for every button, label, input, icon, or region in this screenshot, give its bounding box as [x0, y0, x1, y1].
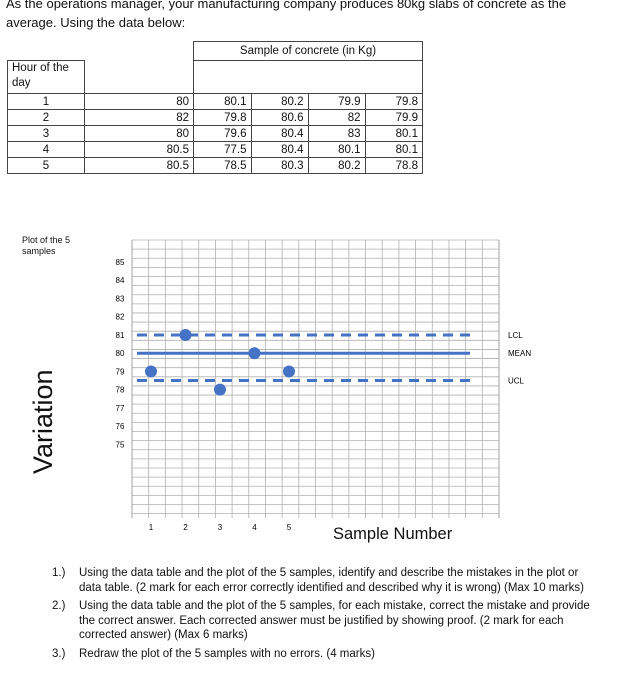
value-cell: 82	[85, 110, 194, 126]
row-header-cell: Hour of the day	[8, 61, 85, 94]
data-point	[249, 347, 261, 359]
value-cell: 80	[85, 94, 194, 110]
value-cell: 80.1	[194, 94, 252, 110]
value-cell: 80.1	[308, 142, 365, 158]
value-cell: 80	[85, 126, 194, 142]
value-cell: 79.9	[365, 110, 423, 126]
y-axis-label: Variation	[28, 369, 58, 474]
hour-cell: 3	[8, 126, 85, 142]
question-text: Using the data table and the plot of the 5 samples, for each mistake, correct the mistake and provide the correct answer. Each corrected answer must be justified by showing proof. (2 mark for each corrected answer) (Max 6 marks)	[79, 600, 590, 641]
value-cell: 79.9	[308, 94, 365, 110]
value-cell: 79.8	[194, 110, 252, 126]
value-cell: 80.1	[365, 142, 423, 158]
value-cell: 83	[308, 126, 365, 142]
value-cell: 80.3	[251, 158, 308, 174]
question-number: 3.)	[52, 647, 66, 660]
ref-label-ucl: UCL	[508, 376, 525, 386]
value-cell: 79.6	[194, 126, 252, 142]
y-tick-label: 78	[115, 385, 125, 395]
y-tick-label: 75	[115, 440, 125, 450]
question-item	[52, 647, 600, 662]
hour-cell: 5	[8, 158, 85, 174]
x-tick-label: 5	[286, 523, 292, 532]
chart-grid	[132, 240, 499, 518]
y-tick-label: 81	[115, 330, 125, 340]
plot-caption: Plot of the 5 samples	[22, 235, 71, 256]
value-cell: 77.5	[194, 142, 252, 158]
value-cell: 80.4	[251, 142, 308, 158]
question-text: Redraw the plot of the 5 samples with no errors. (4 marks)	[79, 647, 375, 660]
table-group-header: Sample of concrete (in Kg)	[194, 42, 423, 61]
x-tick-label: 3	[217, 523, 223, 532]
x-tick-label: 4	[252, 523, 257, 532]
value-cell: 80.2	[308, 158, 365, 174]
value-cell: 80.4	[251, 126, 308, 142]
value-cell: 80.5	[85, 142, 194, 158]
y-tick-label: 79	[115, 367, 125, 377]
hour-cell: 4	[8, 142, 85, 158]
ref-label-lcl: LCL	[508, 330, 523, 340]
value-cell: 80.1	[365, 126, 423, 142]
hour-cell: 1	[8, 94, 85, 110]
x-axis-label: Sample Number	[333, 525, 453, 543]
y-tick-label: 84	[115, 276, 125, 286]
ref-label-mean: MEAN	[508, 349, 532, 359]
intro-line-1: As the operations manager, your manufacturing company produces 80kg slabs of concrete as the	[6, 0, 567, 11]
question-text: Using the data table and the plot of the 5 samples, identify and describe the mistakes in the plot or data table. (2 mark for each error correctly identified and described why it is wrong) (Max 10 marks)	[79, 567, 584, 594]
value-cell: 80.6	[251, 110, 308, 126]
y-tick-label: 85	[115, 258, 125, 267]
data-point	[180, 329, 192, 341]
y-tick-label: 76	[115, 422, 125, 432]
y-tick-label: 83	[115, 294, 125, 304]
x-tick-label: 2	[183, 523, 188, 532]
y-tick-label: 77	[115, 403, 125, 413]
question-item	[52, 599, 600, 643]
value-cell: 82	[308, 110, 365, 126]
x-tick-label: 1	[148, 523, 154, 532]
value-cell: 80.5	[85, 158, 194, 174]
value-cell: 78.5	[194, 158, 252, 174]
question-list	[52, 566, 600, 665]
intro-line-2: average. Using the data below:	[6, 15, 186, 30]
question-item	[52, 566, 600, 595]
question-number: 2.)	[52, 600, 66, 612]
hour-cell: 2	[8, 110, 85, 126]
question-number: 1.)	[52, 567, 66, 579]
value-cell: 78.8	[365, 158, 423, 174]
y-tick-label: 80	[115, 349, 125, 359]
y-tick-label: 82	[115, 312, 125, 322]
value-cell: 80.2	[251, 94, 308, 110]
data-point	[145, 365, 157, 377]
data-point	[214, 384, 226, 396]
value-cell: 79.8	[365, 94, 423, 110]
data-point	[283, 365, 295, 377]
